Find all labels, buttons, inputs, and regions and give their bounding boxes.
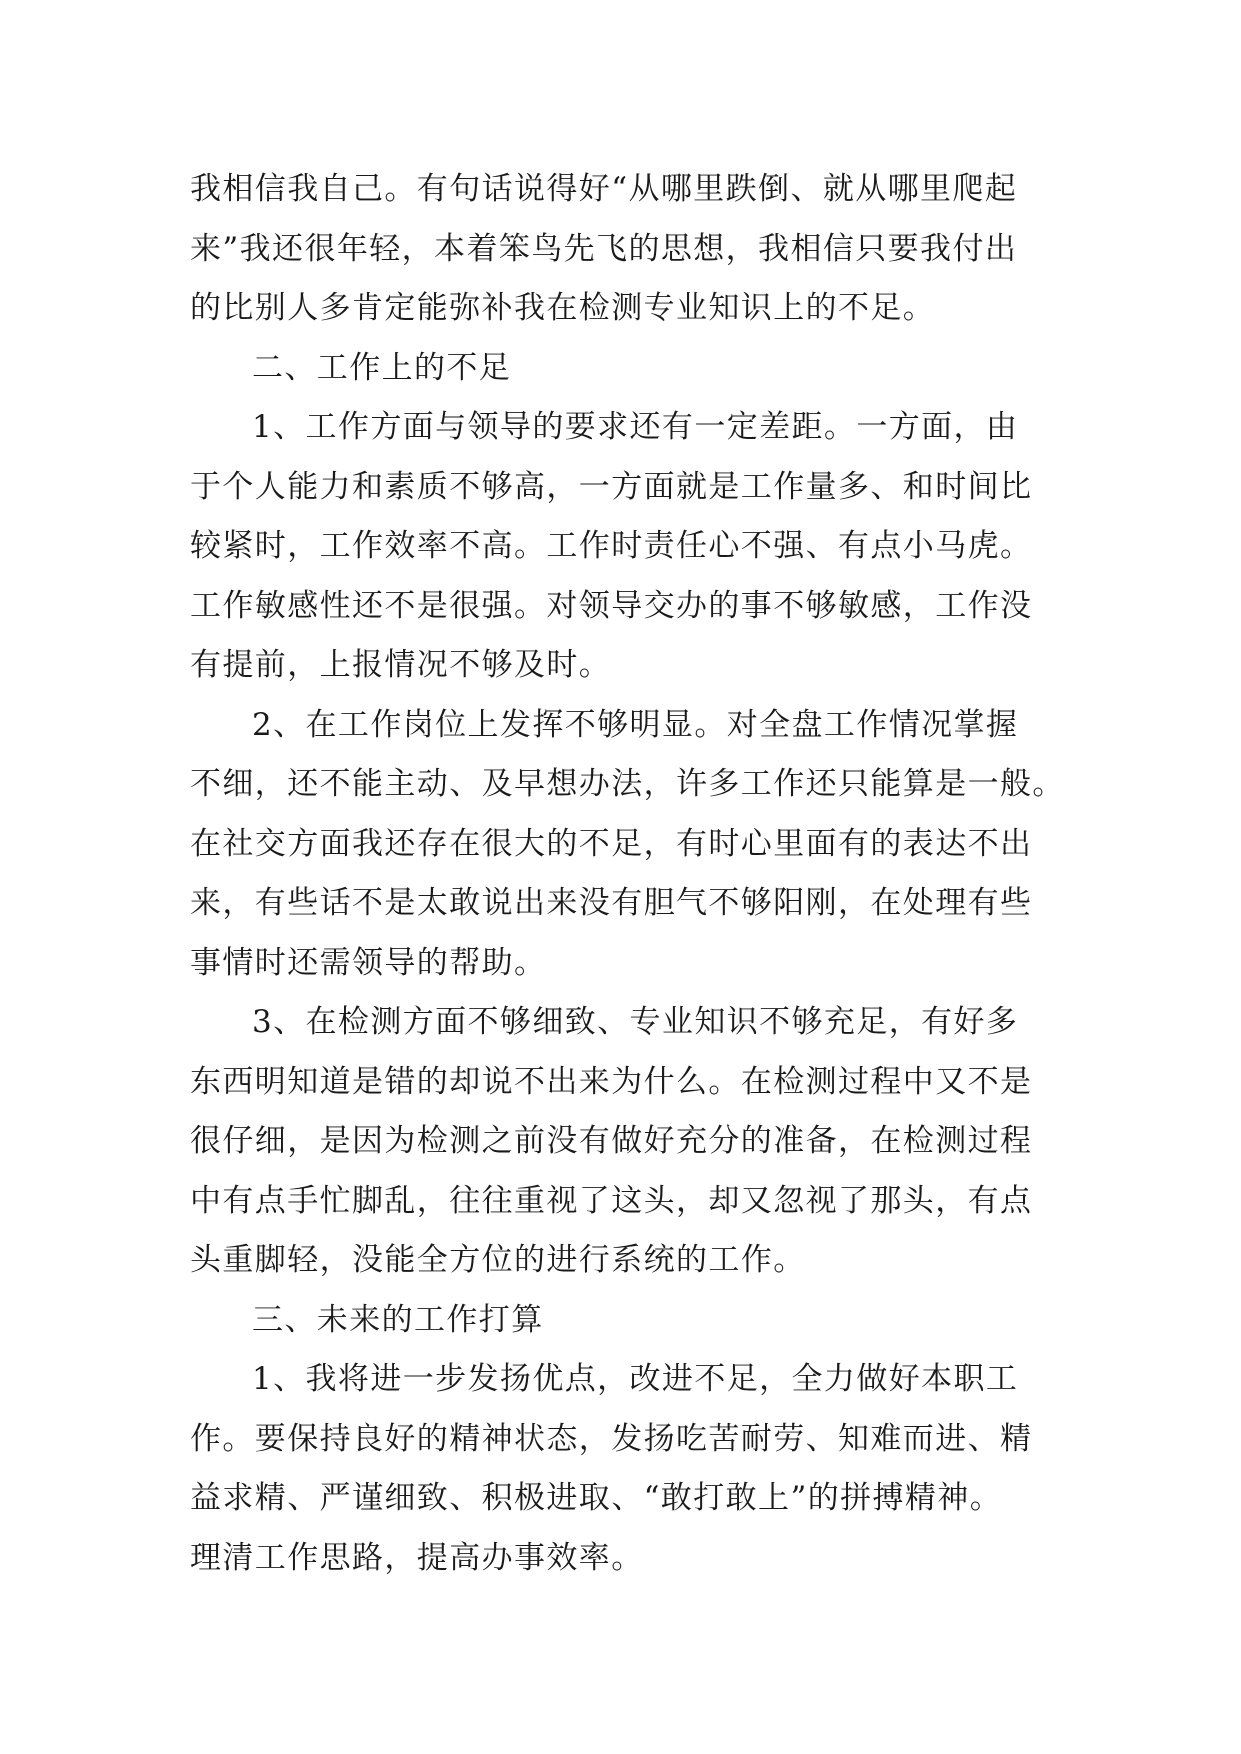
paragraph-start: 3、在检测方面不够细致、专业知识不够充足，有好多: [252, 1004, 1019, 1040]
text-line: 东西明知道是错的却说不出来为什么。在检测过程中又不是: [190, 1063, 1033, 1100]
text-line: 作。要保持良好的精神状态，发扬吃苦耐劳、知难而进、精: [190, 1420, 1033, 1457]
section-heading: 二、工作上的不足: [252, 349, 512, 386]
text-line: 工作敏感性还不是很强。对领导交办的事不够敏感，工作没: [190, 587, 1033, 624]
paragraph-start: 2、在工作岗位上发挥不够明显。对全盘工作情况掌握: [252, 706, 1019, 743]
paragraph-start: 1、工作方面与领导的要求还有一定差距。一方面，由: [252, 409, 1019, 445]
text-line: 不细，还不能主动、及早想办法，许多工作还只能算是一般。: [190, 766, 1065, 802]
text-line: 较紧时，工作效率不高。工作时责任心不强、有点小马虎。: [190, 528, 1033, 564]
text-line: 事情时还需领导的帮助。: [190, 944, 547, 981]
text-line: 益求精、严谨细致、积极进取、“敢打敢上”的拼搏精神。: [190, 1480, 1003, 1516]
text-line: 理清工作思路，提高办事效率。: [190, 1539, 644, 1576]
text-line: 我相信我自己。有句话说得好“从哪里跌倒、就从哪里爬起: [190, 171, 1018, 207]
text-line: 的比别人多肯定能弥补我在检测专业知识上的不足。: [190, 290, 936, 326]
body-text: [190, 160, 1065, 1588]
text-line: 于个人能力和素质不够高，一方面就是工作量多、和时间比: [190, 468, 1033, 505]
text-line: 来，有些话不是太敢说出来没有胆气不够阳刚，在处理有些: [190, 885, 1033, 921]
text-line: 头重脚轻，没能全方位的进行系统的工作。: [190, 1242, 806, 1278]
section-heading: 三、未来的工作打算: [252, 1301, 544, 1338]
text-line: 中有点手忙脚乱，往往重视了这头，却又忽视了那头，有点: [190, 1182, 1033, 1219]
text-line: 很仔细，是因为检测之前没有做好充分的准备，在检测过程: [190, 1123, 1033, 1159]
text-line: 来”我还很年轻，本着笨鸟先飞的思想，我相信只要我付出: [190, 230, 1018, 267]
text-line: 有提前，上报情况不够及时。: [190, 647, 612, 683]
text-line: 在社交方面我还存在很大的不足，有时心里面有的表达不出: [190, 825, 1033, 862]
paragraph-start: 1、我将进一步发扬优点，改进不足，全力做好本职工: [252, 1361, 1019, 1397]
